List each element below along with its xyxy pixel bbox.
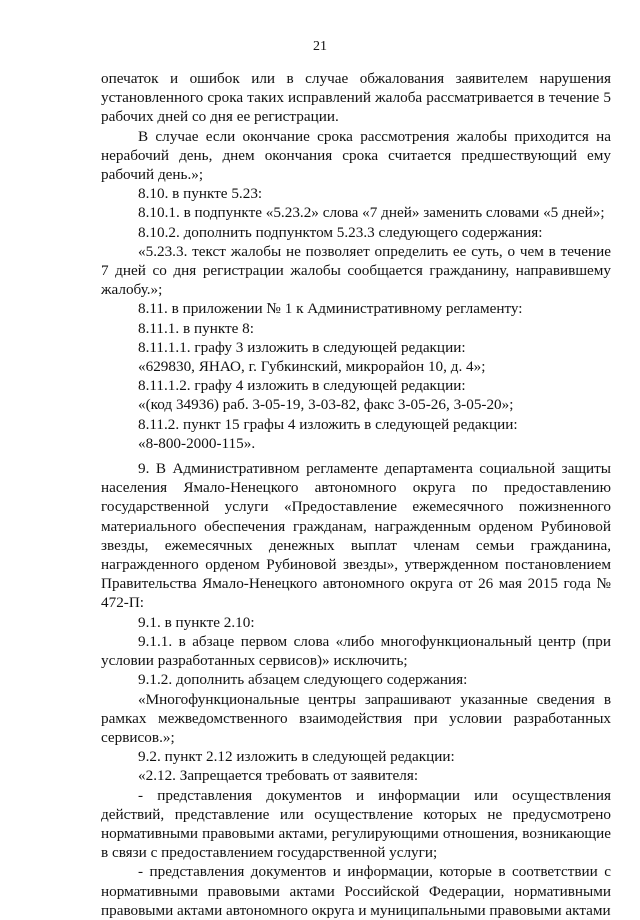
paragraph: 8.11.2. пункт 15 графы 4 изложить в следующей редакции: — [138, 415, 518, 433]
paragraph: «Многофункциональные центры запрашивают указанные сведения в рамках межведомственного взаимодействия при условии разработанных сервисов.»; — [101, 690, 611, 746]
paragraph: «8-800-2000-115». — [138, 434, 256, 452]
document-body — [101, 69, 611, 920]
paragraph: 9.1. в пункте 2.10: — [138, 613, 255, 631]
paragraph: 8.10. в пункте 5.23: — [138, 185, 263, 203]
paragraph: 8.10.1. в подпункте «5.23.2» слова «7 дней» заменить словами «5 дней»; — [138, 204, 605, 222]
paragraph: 9. В Административном регламенте департамента социальной защиты населения Ямало-Ненецкого автономного округа по предоставлению государственной услуги «Предоставление ежемесячного пожизненного материального обеспечения гражданам, награжденным орденом Рубиновой звезды, ежемесячных денежных выплат членам семьи гражданина, награжденного орденом Рубиновой звезды», утвержденном постановлением Правительства Ямало-Ненецкого автономного округа от 26 мая 2015 года № 472-П: — [101, 460, 611, 612]
paragraph: 9.2. пункт 2.12 изложить в следующей редакции: — [138, 748, 455, 766]
paragraph: 8.11. в приложении № 1 к Административному регламенту: — [138, 300, 523, 318]
paragraph: «629830, ЯНАО, г. Губкинский, микрорайон 10, д. 4»; — [138, 358, 486, 376]
paragraph: «5.23.3. текст жалобы не позволяет определить ее суть, о чем в течение 7 дней со дня регистрации жалобы сообщается гражданину, направившему жалобу.»; — [101, 242, 611, 299]
paragraph: 8.11.1.2. графу 4 изложить в следующей редакции: — [138, 377, 466, 395]
paragraph: 9.1.2. дополнить абзацем следующего содержания: — [138, 671, 468, 689]
paragraph: 8.11.1. в пункте 8: — [138, 319, 254, 337]
paragraph: 8.11.1.1. графу 3 изложить в следующей редакции: — [138, 338, 466, 356]
paragraph: «(код 34936) раб. 3-05-19, 3-03-82, факс 3-05-26, 3-05-20»; — [138, 396, 514, 414]
paragraph: - представления документов и информации или осуществления действий, представление или осуществление которых не предусмотрено нормативными правовыми актами, регулирующими отношения, возникающие в связи с предоставлением государственной услуги; — [101, 786, 611, 862]
paragraph: 8.10.2. дополнить подпунктом 5.23.3 следующего содержания: — [138, 223, 543, 241]
page-number: 21 — [313, 39, 327, 54]
paragraph: «2.12. Запрещается требовать от заявителя: — [138, 767, 419, 785]
paragraph: - представления документов и информации, которые в соответствии с нормативными правовыми актами Российской Федерации, нормативными правовыми актами автономного округа и муниципальными правовыми актами — [101, 863, 611, 919]
paragraph: опечаток и ошибок или в случае обжалования заявителем нарушения установленного срока таких исправлений жалоба рассматривается в течение 5 рабочих дней со дня ее регистрации. — [101, 70, 611, 126]
paragraph: В случае если окончание срока рассмотрения жалобы приходится на нерабочий день, днем окончания срока считается предшествующий ему рабочий день.»; — [101, 127, 611, 184]
paragraph: 9.1.1. в абзаце первом слова «либо многофункциональный центр (при условии разработанных сервисов)» исключить; — [101, 632, 611, 670]
